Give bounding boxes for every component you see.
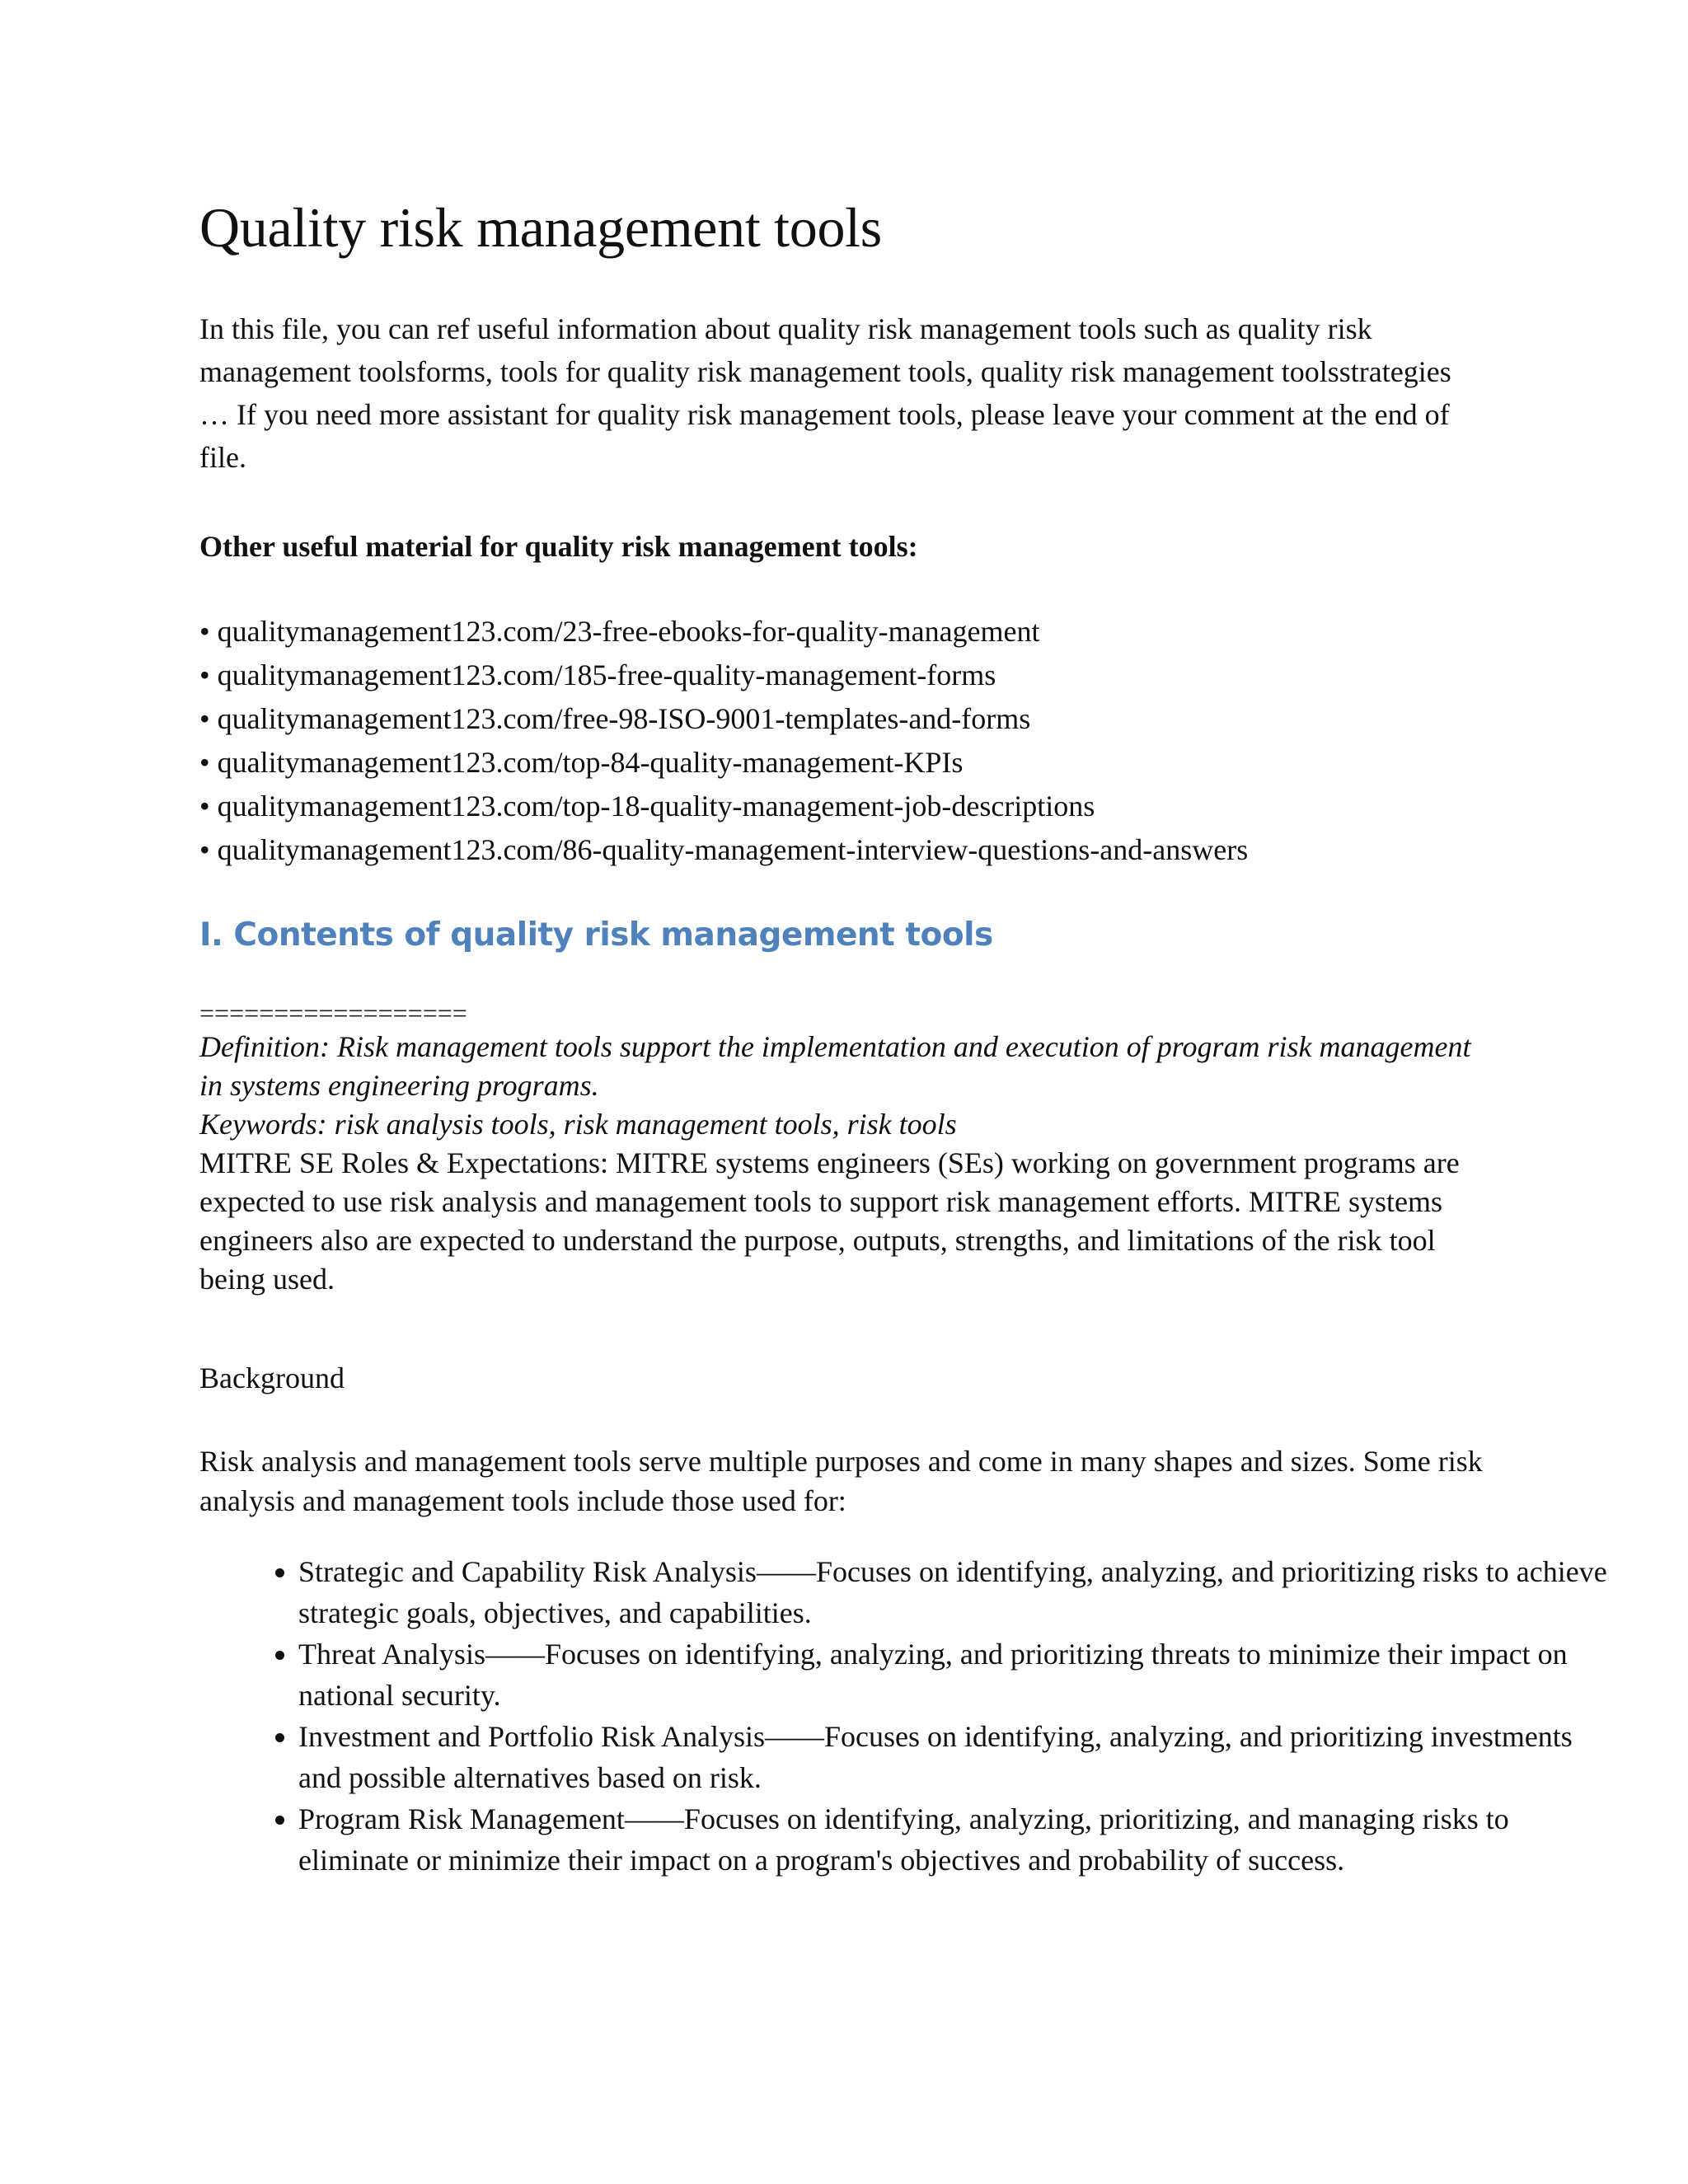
material-link[interactable]: • qualitymanagement123.com/top-84-quality-management-KPIs — [199, 741, 1485, 785]
material-link[interactable]: • qualitymanagement123.com/top-18-quality-management-job-descriptions — [199, 785, 1485, 828]
background-heading: Background — [199, 1361, 345, 1394]
risk-tool-bullet-list — [199, 1551, 1609, 1881]
separator-line: ================== — [199, 998, 467, 1028]
contents-section-heading: I. Contents of quality risk management tools — [199, 916, 993, 954]
risk-tools-paragraph: Risk analysis and management tools serve multiple purposes and come in many shapes and sizes. Some risk analysis and management tools include those used for: — [199, 1445, 1483, 1517]
mitre-roles-paragraph: MITRE SE Roles & Expectations: MITRE systems engineers (SEs) working on government programs are expected to use risk analysis and management tools to support risk management efforts. MITRE systems engineers also are expected to understand the purpose, outputs, strengths, and limitations of the risk tool being used. — [199, 1146, 1460, 1296]
keywords-text: Keywords: risk analysis tools, risk management tools, risk tools — [199, 1108, 957, 1141]
other-material-heading: Other useful material for quality risk management tools: — [199, 530, 918, 563]
material-link[interactable]: • qualitymanagement123.com/185-free-quality-management-forms — [199, 654, 1485, 697]
material-link[interactable]: • qualitymanagement123.com/23-free-ebooks-for-quality-management — [199, 610, 1485, 654]
intro-paragraph: In this file, you can ref useful information about quality risk management tools such as quality risk management toolsforms, tools for quality risk management tools, quality risk management toolsstrategies … If you need more assistant for quality risk management tools, please leave your comment at the end of file. — [199, 312, 1451, 474]
definition-text: Definition: Risk management tools support the implementation and execution of program risk management in systems engineering programs. — [199, 1030, 1471, 1102]
risk-tool-bullet: • Strategic and Capability Risk Analysis——Focuses on identifying, analyzing, and prioritizing risks to achieve strategic goals, objectives, and capabilities. — [298, 1551, 1609, 1633]
material-link[interactable]: • qualitymanagement123.com/86-quality-management-interview-questions-and-answers — [199, 828, 1485, 872]
page-title: Quality risk management tools — [199, 196, 882, 259]
document-content — [199, 194, 1607, 1881]
risk-tool-bullet: • Investment and Portfolio Risk Analysis——Focuses on identifying, analyzing, and prioritizing investments and possible alternatives based on risk. — [298, 1716, 1609, 1798]
risk-tool-bullet: • Program Risk Management——Focuses on identifying, analyzing, prioritizing, and managing risks to eliminate or minimize their impact on a program's objectives and probability of success. — [298, 1798, 1609, 1881]
material-link-list — [199, 610, 1485, 872]
risk-tool-bullet: • Threat Analysis——Focuses on identifying, analyzing, and prioritizing threats to minimize their impact on national security. — [298, 1633, 1609, 1716]
material-link[interactable]: • qualitymanagement123.com/free-98-ISO-9001-templates-and-forms — [199, 697, 1485, 741]
